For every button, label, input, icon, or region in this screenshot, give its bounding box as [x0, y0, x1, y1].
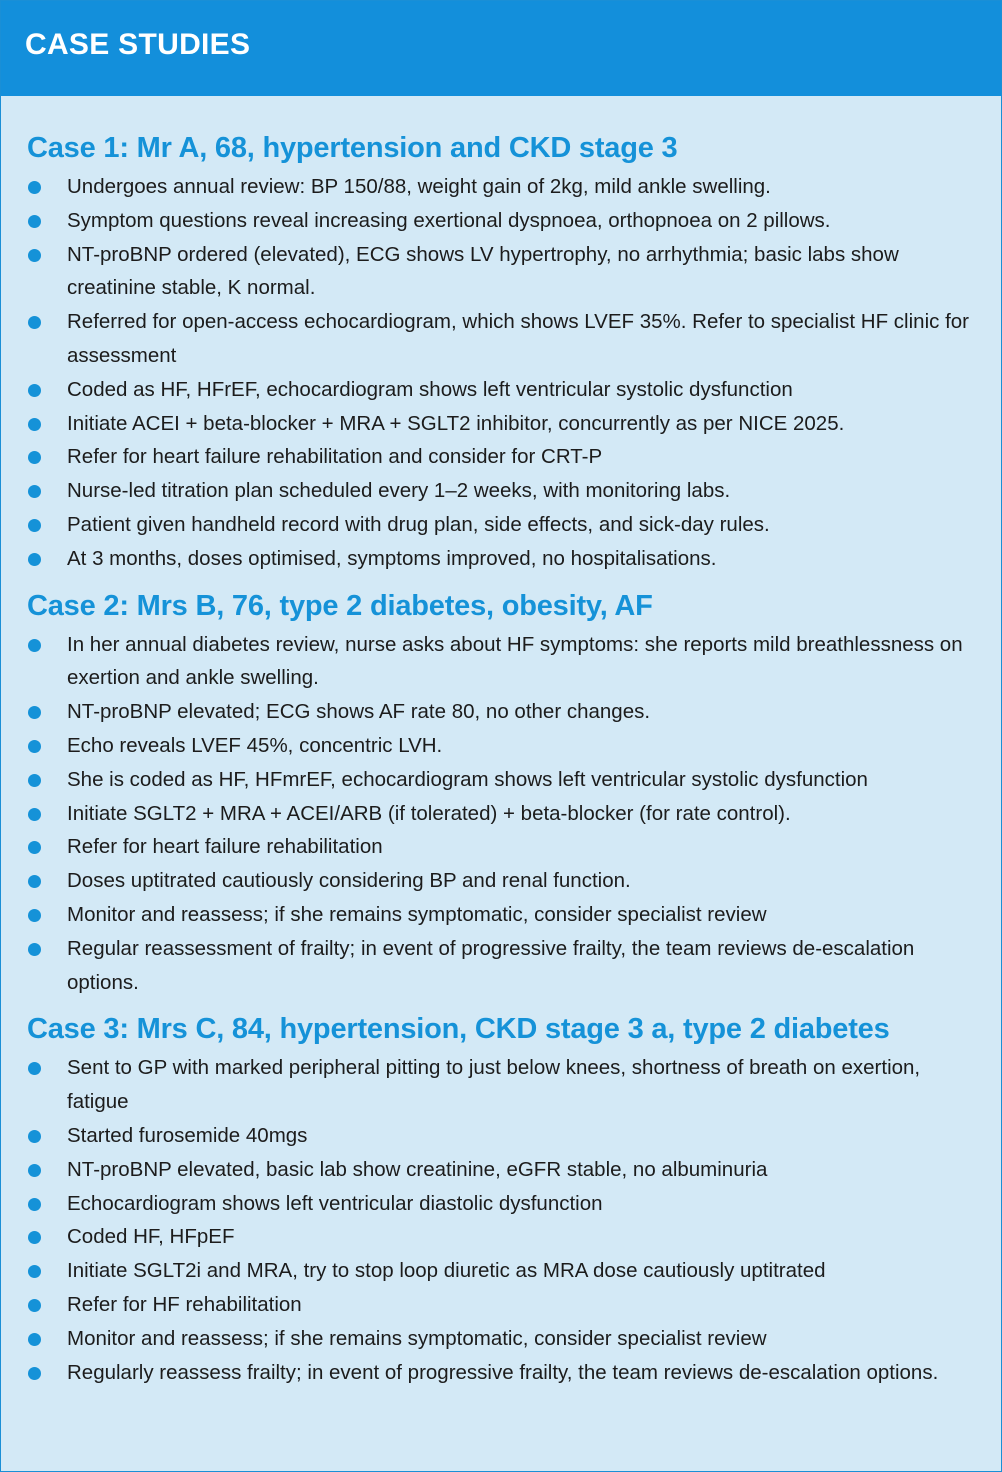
bullet-text: Undergoes annual review: BP 150/88, weight gain of 2kg, mild ankle swelling. — [67, 175, 771, 198]
bullet-dot-icon — [28, 774, 41, 787]
bullet-item — [27, 763, 981, 797]
bullet-item — [27, 305, 981, 373]
bullet-text: Initiate SGLT2 + MRA + ACEI/ARB (if tolerated) + beta-blocker (for rate control). — [67, 801, 791, 825]
bullet-text: Monitor and reassess; if she remains symptomatic, consider specialist review — [67, 902, 767, 926]
bullet-item — [27, 1356, 981, 1390]
bullet-dot-icon — [28, 1198, 41, 1211]
bullet-item — [27, 628, 981, 696]
bullet-item — [27, 204, 981, 238]
bullet-dot-icon — [28, 1231, 41, 1244]
panel-header — [1, 1, 1001, 96]
bullet-text: NT-proBNP elevated, basic lab show creatinine, eGFR stable, no albuminuria — [67, 1157, 768, 1181]
bullet-text: In her annual diabetes review, nurse asks about HF symptoms: she reports mild breathlessness on exertion and ankle swelling. — [67, 632, 963, 690]
bullet-item — [27, 1220, 981, 1254]
bullet-text: Sent to GP with marked peripheral pitting to just below knees, shortness of breath on exertion, fatigue — [67, 1056, 921, 1114]
bullet-item — [27, 1119, 981, 1153]
case-section-3 — [27, 1011, 981, 1389]
bullet-dot-icon — [28, 1164, 41, 1177]
bullet-dot-icon — [28, 909, 41, 922]
bullet-dot-icon — [28, 706, 41, 719]
bullet-text: She is coded as HF, HFmrEF, echocardiogram shows left ventricular systolic dysfunction — [67, 767, 868, 791]
bullet-dot-icon — [28, 875, 41, 888]
bullet-item — [27, 1051, 981, 1119]
bullet-item — [27, 1153, 981, 1187]
bullet-item — [27, 1322, 981, 1356]
bullet-item — [27, 864, 981, 898]
bullet-dot-icon — [28, 249, 41, 262]
bullet-text: Refer for heart failure rehabilitation — [67, 835, 383, 859]
bullet-item — [27, 932, 981, 1000]
bullet-item — [27, 729, 981, 763]
bullet-text: Coded HF, HFpEF — [67, 1225, 235, 1249]
bullet-dot-icon — [28, 485, 41, 498]
bullet-item — [27, 898, 981, 932]
bullet-text: Refer for heart failure rehabilitation and consider for CRT-P — [67, 445, 603, 469]
bullet-text: Echo reveals LVEF 45%, concentric LVH. — [67, 733, 443, 757]
bullet-text: Patient given handheld record with drug plan, side effects, and sick-day rules. — [67, 512, 770, 536]
bullet-item — [27, 238, 981, 306]
bullet-text: At 3 months, doses optimised, symptoms improved, no hospitalisations. — [67, 546, 717, 570]
bullet-dot-icon — [28, 384, 41, 397]
bullet-item — [27, 1254, 981, 1288]
panel-title: CASE STUDIES — [25, 28, 251, 61]
bullet-text: NT-proBNP ordered (elevated), ECG shows LV hypertrophy, no arrhythmia; basic labs show creatinine stable, K normal. — [67, 242, 899, 300]
bullet-text: Initiate SGLT2i and MRA, try to stop loop diuretic as MRA dose cautiously uptitrated — [67, 1259, 826, 1283]
bullet-dot-icon — [28, 740, 41, 753]
bullet-text: Coded as HF, HFrEF, echocardiogram shows left ventricular systolic dysfunction — [67, 377, 793, 401]
bullet-dot-icon — [28, 1299, 41, 1312]
bullet-item — [27, 542, 981, 576]
bullet-item — [27, 1288, 981, 1322]
bullet-dot-icon — [28, 1265, 41, 1278]
bullet-dot-icon — [28, 808, 41, 821]
case-section-1 — [27, 130, 981, 576]
bullet-text: NT-proBNP elevated; ECG shows AF rate 80, no other changes. — [67, 700, 651, 724]
bullet-dot-icon — [28, 1062, 41, 1075]
bullet-text: Regular reassessment of frailty; in event of progressive frailty, the team reviews de-escalation options. — [67, 936, 915, 994]
bullet-dot-icon — [28, 181, 41, 194]
case-bullet-list — [27, 1051, 981, 1389]
cases-container — [1, 96, 1001, 1389]
bullet-text: Regularly reassess frailty; in event of progressive frailty, the team reviews de-escalation options. — [67, 1360, 939, 1384]
bullet-dot-icon — [28, 1130, 41, 1143]
bullet-item — [27, 407, 981, 441]
bullet-text: Started furosemide 40mgs — [67, 1123, 308, 1147]
bullet-dot-icon — [28, 1333, 41, 1346]
case-bullet-list — [27, 170, 981, 576]
case-bullet-list — [27, 628, 981, 1000]
bullet-dot-icon — [28, 841, 41, 854]
bullet-dot-icon — [28, 215, 41, 228]
bullet-item — [27, 440, 981, 474]
bullet-text: Echocardiogram shows left ventricular diastolic dysfunction — [67, 1191, 603, 1215]
bullet-item — [27, 797, 981, 831]
bullet-dot-icon — [28, 418, 41, 431]
bullet-dot-icon — [28, 316, 41, 329]
bullet-text: Referred for open-access echocardiogram, which shows LVEF 35%. Refer to specialist HF clinic for assessment — [67, 310, 969, 367]
case-heading: Case 3: Mrs C, 84, hypertension, CKD stage 3 a, type 2 diabetes — [27, 1013, 890, 1046]
bullet-item — [27, 1187, 981, 1221]
bullet-dot-icon — [28, 943, 41, 956]
bullet-text: Refer for HF rehabilitation — [67, 1292, 302, 1316]
bullet-text: Initiate ACEI + beta-blocker + MRA + SGLT2 inhibitor, concurrently as per NICE 2025. — [67, 411, 845, 435]
case-heading: Case 1: Mr A, 68, hypertension and CKD stage 3 — [27, 132, 678, 164]
bullet-item — [27, 830, 981, 864]
case-heading: Case 2: Mrs B, 76, type 2 diabetes, obesity, AF — [27, 589, 653, 622]
bullet-item — [27, 508, 981, 542]
bullet-text: Monitor and reassess; if she remains symptomatic, consider specialist review — [67, 1326, 767, 1350]
bullet-dot-icon — [28, 519, 41, 532]
bullet-item — [27, 170, 981, 204]
bullet-dot-icon — [28, 451, 41, 464]
bullet-text: Symptom questions reveal increasing exertional dyspnoea, orthopnoea on 2 pillows. — [67, 208, 831, 232]
bullet-item — [27, 373, 981, 407]
bullet-dot-icon — [28, 1367, 41, 1380]
case-section-2 — [27, 588, 981, 1000]
bullet-text: Nurse-led titration plan scheduled every 1–2 weeks, with monitoring labs. — [67, 479, 731, 503]
bullet-item — [27, 474, 981, 508]
bullet-dot-icon — [28, 639, 41, 652]
bullet-dot-icon — [28, 553, 41, 566]
bullet-text: Doses uptitrated cautiously considering BP and renal function. — [67, 869, 631, 893]
bullet-item — [27, 695, 981, 729]
